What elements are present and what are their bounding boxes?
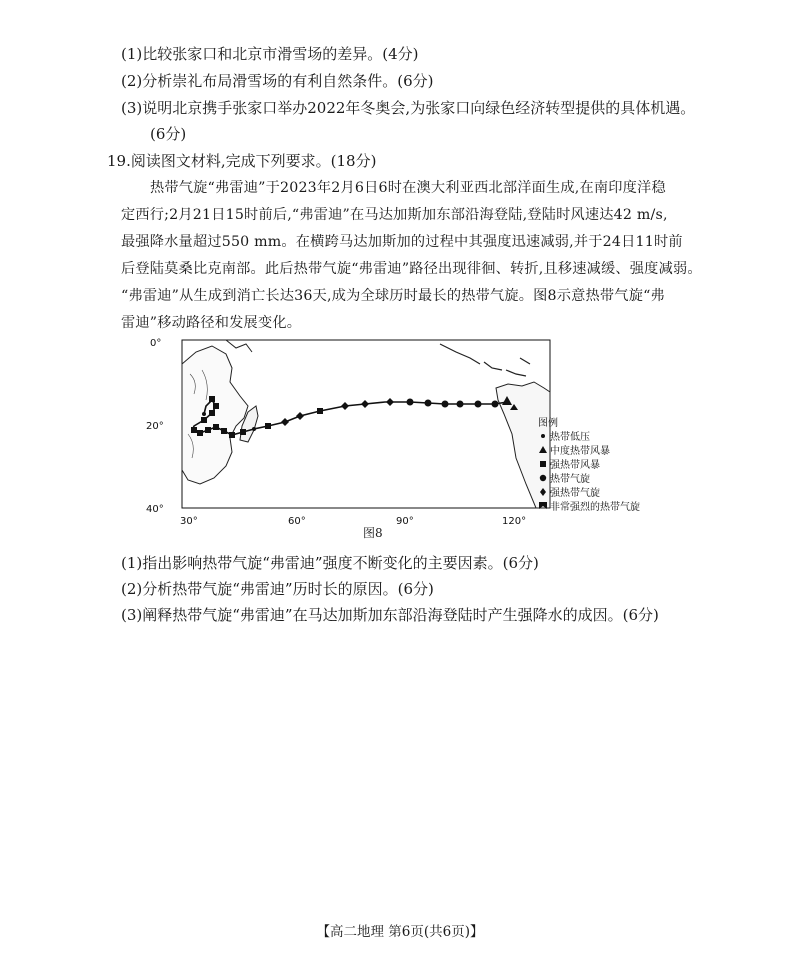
y-label-20: 20°	[146, 421, 164, 432]
page-footer: 【高二地理 第6页(共6页)】	[316, 924, 484, 940]
marker-severe-storm	[221, 428, 227, 434]
marker-severe-storm	[240, 429, 246, 435]
q19-question-1: (1)指出影响热带气旋“弗雷迪”强度不断变化的主要因素。(6分)	[121, 554, 539, 572]
legend-title: 图例	[538, 418, 558, 429]
marker-tropical-cyclone	[442, 401, 449, 408]
q19-question-3: (3)阐释热带气旋“弗雷迪”在马达加斯加东部沿海登陆时产生强降水的成因。(6分)	[121, 606, 659, 624]
legend-tropical-depression: 热带低压	[550, 432, 590, 443]
x-label-60: 60°	[288, 516, 306, 527]
marker-severe-storm	[209, 396, 215, 402]
q19-heading: 19.阅读图文材料,完成下列要求。(18分)	[107, 152, 377, 170]
material-line-2: 定西行;2月21日15时前后,“弗雷迪”在马达加斯加东部沿海登陆,登陆时风速达42 m/s,	[121, 207, 668, 223]
question-2: (2)分析崇礼布局滑雪场的有利自然条件。(6分)	[121, 72, 434, 90]
marker-tropical-cyclone	[475, 401, 482, 408]
marker-tropical-depression	[252, 427, 256, 431]
marker-severe-storm	[317, 408, 323, 414]
legend-tropical-cyclone: 热带气旋	[550, 474, 590, 485]
marker-severe-storm	[191, 427, 197, 433]
legend-tropical-cyclone-symbol	[540, 475, 546, 481]
material-line-5: “弗雷迪”从生成到消亡长达36天,成为全球历时最长的热带气旋。图8示意热带气旋“弗	[121, 288, 665, 304]
marker-severe-storm	[265, 423, 271, 429]
cyclone-track-map	[140, 334, 660, 534]
legend-severe-storm: 强热带风暴	[550, 460, 600, 471]
figure-caption: 图8	[363, 526, 383, 540]
x-label-30: 30°	[180, 516, 198, 527]
material-line-6: 雷迪”移动路径和发展变化。	[121, 315, 302, 331]
q19-question-2: (2)分析热带气旋“弗雷迪”历时长的原因。(6分)	[121, 580, 434, 598]
material-line-1: 热带气旋“弗雷迪”于2023年2月6日6时在澳大利亚西北部洋面生成,在南印度洋稳	[150, 180, 666, 196]
marker-severe-storm	[197, 430, 203, 436]
question-3: (3)说明北京携手张家口举办2022年冬奥会,为张家口向绿色经济转型提供的具体机遇。	[121, 99, 696, 117]
marker-tropical-depression	[202, 412, 206, 416]
marker-severe-storm	[209, 410, 215, 416]
question-3-score: (6分)	[150, 125, 187, 143]
marker-tropical-cyclone	[492, 401, 499, 408]
y-label-0: 0°	[150, 338, 162, 349]
marker-severe-storm	[229, 432, 235, 438]
marker-tropical-cyclone	[425, 400, 432, 407]
marker-tropical-cyclone	[457, 401, 464, 408]
marker-severe-storm	[213, 403, 219, 409]
marker-tropical-cyclone	[407, 399, 414, 406]
marker-severe-storm	[205, 427, 211, 433]
material-line-3: 最强降水量超过550 mm。在横跨马达加斯加的过程中其强度迅速减弱,并于24日11时前	[121, 234, 683, 250]
x-label-120: 120°	[502, 516, 527, 527]
y-label-40: 40°	[146, 504, 164, 515]
legend-severe-cyclone: 强热带气旋	[550, 488, 600, 499]
material-line-4: 后登陆莫桑比克南部。此后热带气旋“弗雷迪”路径出现徘徊、转折,且移速减缓、强度减弱。	[121, 261, 702, 277]
question-1: (1)比较张家口和北京市滑雪场的差异。(4分)	[121, 45, 419, 63]
marker-severe-storm	[201, 417, 207, 423]
marker-severe-storm	[213, 424, 219, 430]
x-label-90: 90°	[396, 516, 414, 527]
legend-severe-storm-symbol	[540, 461, 546, 467]
legend-tropical-depression-symbol	[541, 434, 545, 438]
legend-very-intense-cyclone: 非常强烈的热带气旋	[550, 502, 640, 513]
legend-moderate-storm: 中度热带风暴	[550, 446, 610, 457]
